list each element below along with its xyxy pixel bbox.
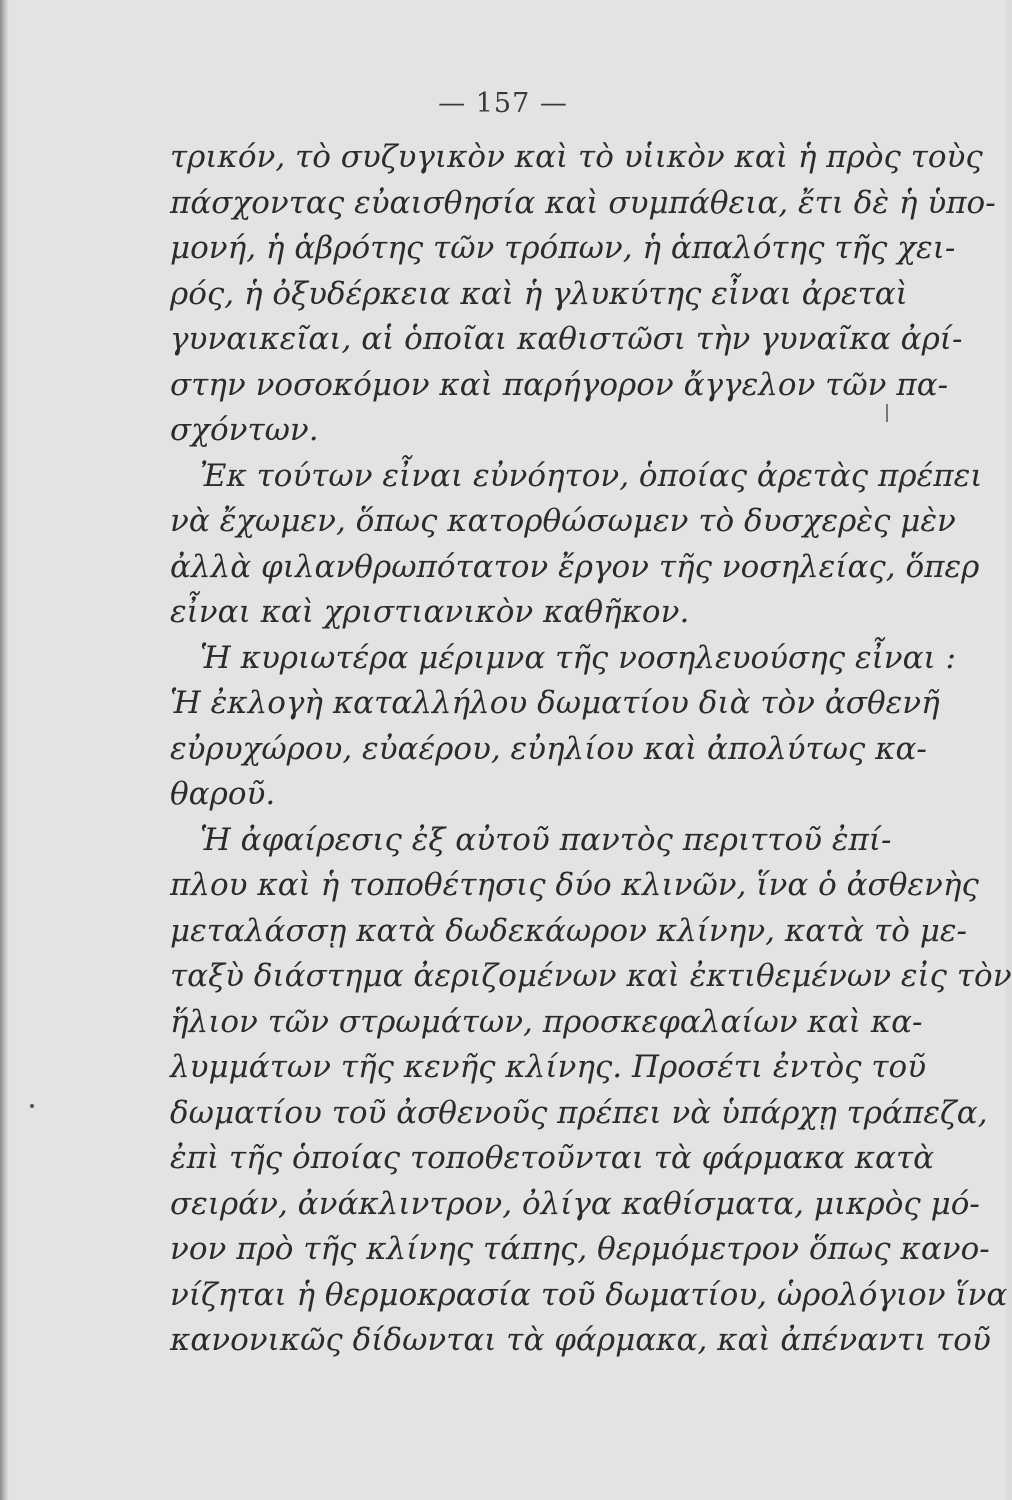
text-line: γυναικεῖαι, αἱ ὁποῖαι καθιστῶσι τὴν γυναῖκα ἀρί-: [170, 321, 963, 357]
text-line: ἥλιον τῶν στρωμάτων, προσκεφαλαίων καὶ κα-: [170, 1003, 923, 1040]
page-binding-edge: [0, 0, 9, 1500]
paragraph-start-line: Ἡ κυριωτέρα μέριμνα τῆς νοσηλευούσης εἶναι :: [200, 639, 956, 676]
text-line: θαροῦ.: [170, 776, 276, 812]
text-line: πάσχοντας εὐαισθησία καὶ συμπάθεια, ἔτι δὲ ἡ ὑπο-: [170, 184, 996, 221]
text-line: σειράν, ἀνάκλιντρον, ὀλίγα καθίσματα, μικρὸς μό-: [170, 1185, 980, 1222]
text-line: τρικόν, τὸ συζυγικὸν καὶ τὸ υἱικὸν καὶ ἡ πρὸς τοὺς: [170, 139, 983, 175]
margin-dot: [30, 1104, 34, 1108]
page-number: — 157 —: [438, 88, 568, 119]
text-line: σχόντων.: [170, 412, 319, 448]
text-line: ἐπὶ τῆς ὁποίας τοποθετοῦνται τὰ φάρμακα κατὰ: [170, 1140, 935, 1176]
text-line: κανονικῶς δίδωνται τὰ φάρμακα, καὶ ἀπέναντι τοῦ: [170, 1322, 991, 1358]
text-line: λυμμάτων τῆς κενῆς κλίνης. Προσέτι ἐντὸς τοῦ: [170, 1049, 927, 1085]
text-line: εὐρυχώρου, εὐαέρου, εὐηλίου καὶ ἀπολύτως κα-: [170, 730, 927, 767]
body-text: [170, 135, 1012, 1364]
text-line: νὰ ἔχωμεν, ὅπως κατορθώσωμεν τὸ δυσχερὲς μὲν: [170, 503, 956, 539]
text-line: ταξὺ διάστημα ἀεριζομένων καὶ ἐκτιθεμένων εἰς τὸν: [170, 958, 1012, 994]
text-line: στην νοσοκόμον καὶ παρήγορον ἄγγελον τῶν πα-: [170, 366, 949, 403]
margin-mark: [886, 404, 888, 422]
text-line: μεταλάσσῃ κατὰ δωδεκάωρον κλίνην, κατὰ τὸ με-: [170, 912, 967, 949]
text-line: εἶναι καὶ χριστιανικὸν καθῆκον.: [170, 594, 690, 630]
text-line: πλου καὶ ἡ τοποθέτησις δύο κλινῶν, ἵνα ὁ ἀσθενὴς: [170, 867, 979, 903]
paragraph-start-line: Ἡ ἀφαίρεσις ἐξ αὐτοῦ παντὸς περιττοῦ ἐπί-: [200, 821, 892, 858]
text-line: νον πρὸ τῆς κλίνης τάπης, θερμόμετρον ὅπως κανο-: [170, 1231, 990, 1267]
text-line: Ἡ ἐκλογὴ καταλλήλου δωματίου διὰ τὸν ἀσθενῆ: [170, 685, 940, 721]
text-line: δωματίου τοῦ ἀσθενοῦς πρέπει νὰ ὑπάρχῃ τράπεζα,: [170, 1094, 988, 1131]
text-line: νίζηται ἡ θερμοκρασία τοῦ δωματίου, ὡρολόγιον ἵνα: [170, 1276, 1008, 1313]
text-line: ρός, ἡ ὀξυδέρκεια καὶ ἡ γλυκύτης εἶναι ἀρεταὶ: [170, 275, 908, 312]
text-line: μονή, ἡ ἁβρότης τῶν τρόπων, ἡ ἁπαλότης τῆς χει-: [170, 230, 956, 266]
text-line: ἀλλὰ φιλανθρωπότατον ἔργον τῆς νοσηλείας, ὅπερ: [170, 548, 980, 585]
paragraph-start-line: Ἐκ τούτων εἶναι εὐνόητον, ὁποίας ἀρετὰς πρέπει: [200, 457, 983, 494]
